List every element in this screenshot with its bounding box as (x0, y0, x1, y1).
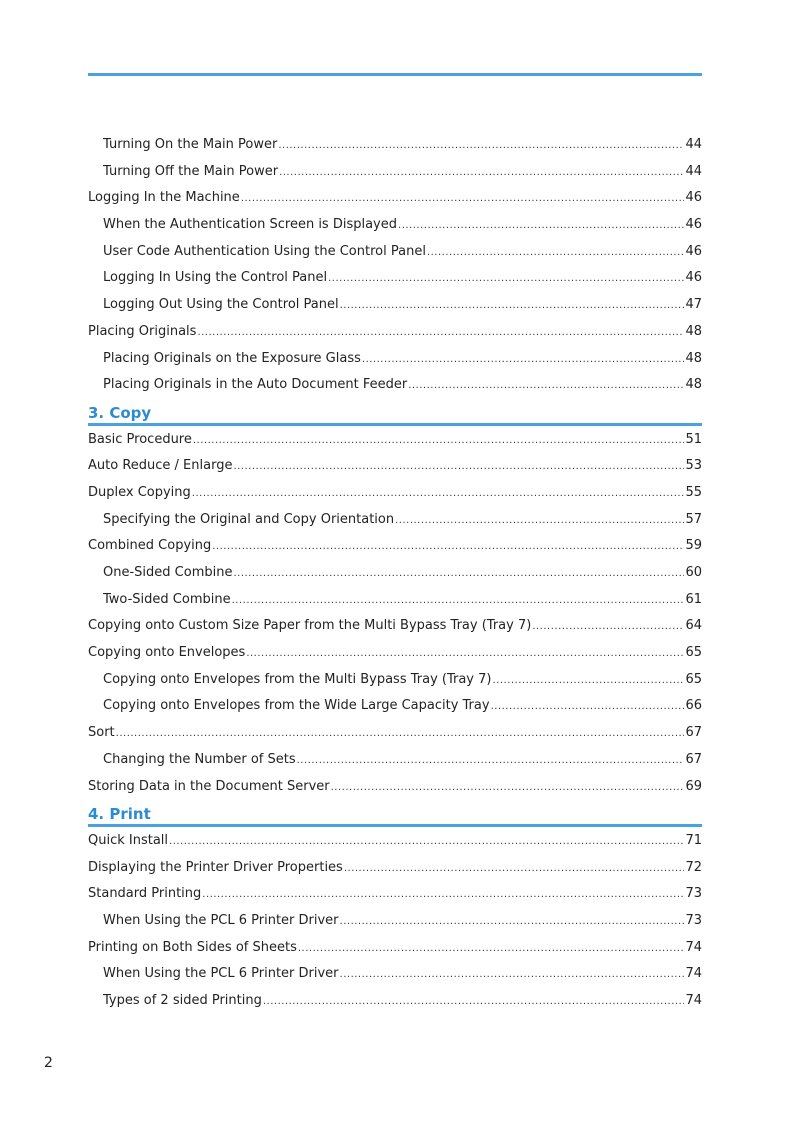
dot-leader (233, 454, 684, 480)
toc-entry-title: Storing Data in the Document Server (88, 778, 330, 794)
toc-entry[interactable] (88, 453, 702, 480)
toc-entry-title: Placing Originals in the Auto Document Feeder (103, 377, 408, 393)
toc-entry-page: 53 (685, 458, 702, 474)
dot-leader (427, 240, 685, 266)
toc-entry-title: Copying onto Custom Size Paper from the Multi Bypass Tray (Tray 7) (88, 618, 532, 634)
dot-leader (197, 320, 684, 346)
toc-entry[interactable] (88, 908, 702, 935)
toc-entry-page: 72 (685, 859, 702, 875)
toc-entry-page: 59 (685, 538, 702, 554)
toc-entry-title: One-Sided Combine (103, 565, 233, 580)
toc-entry[interactable] (88, 346, 702, 373)
dot-leader (491, 694, 685, 720)
toc-entry-title: When Using the PCL 6 Printer Driver (103, 912, 339, 928)
toc-entry-page: 74 (685, 939, 702, 955)
toc-entry[interactable] (88, 667, 702, 694)
toc-entry-title: Turning On the Main Power (103, 137, 278, 152)
toc-entry[interactable] (88, 212, 702, 239)
toc-entry-page: 66 (685, 698, 702, 714)
toc-entry[interactable] (88, 507, 702, 534)
chapter-title: 4. Print (88, 804, 151, 823)
toc-entry[interactable] (88, 935, 702, 962)
toc-entry-title: Changing the Number of Sets (103, 751, 296, 767)
page-number: 2 (44, 1055, 53, 1071)
toc-entry-page: 48 (685, 350, 702, 366)
dot-leader (297, 748, 685, 774)
toc-entry-title: Placing Originals on the Exposure Glass (103, 350, 361, 366)
toc-entry[interactable] (88, 132, 702, 159)
dot-leader (408, 373, 684, 399)
toc-entry[interactable] (88, 855, 702, 882)
dot-leader (328, 266, 684, 292)
toc-entry-title: When Using the PCL 6 Printer Driver (103, 966, 339, 982)
toc-entry[interactable] (88, 881, 702, 908)
dot-leader (193, 428, 685, 454)
toc-entry-page: 44 (685, 137, 702, 152)
toc-entry[interactable] (88, 265, 702, 292)
toc-entry[interactable] (88, 587, 702, 614)
dot-leader (278, 133, 684, 159)
toc-entry-title: Logging Out Using the Control Panel (103, 297, 339, 313)
dot-leader (340, 962, 685, 988)
toc-entry-title: Specifying the Original and Copy Orientation (103, 511, 395, 527)
toc-entry-title: Copying onto Envelopes from the Multi Bypass Tray (Tray 7) (103, 671, 492, 687)
toc-entry-page: 61 (685, 591, 702, 607)
toc-entry-title: Turning Off the Main Power (103, 163, 279, 179)
dot-leader (340, 909, 685, 935)
dot-leader (232, 588, 685, 614)
toc-entry-title: Standard Printing (88, 886, 202, 902)
toc-entry-title: Duplex Copying (88, 484, 191, 500)
dot-leader (395, 508, 684, 534)
toc-entry[interactable] (88, 747, 702, 774)
dot-leader (340, 293, 685, 319)
toc-entry-page: 48 (685, 377, 702, 393)
toc-entry-title: Basic Procedure (88, 431, 192, 447)
dot-leader (344, 856, 685, 882)
toc-entry-page: 71 (685, 832, 702, 848)
toc-entry[interactable] (88, 185, 702, 212)
toc-entry[interactable] (88, 533, 702, 560)
toc-entry-title: When the Authentication Screen is Displayed (103, 217, 398, 233)
toc-entry-page: 48 (685, 323, 702, 339)
toc-entry-page: 73 (685, 886, 702, 902)
dot-leader (233, 561, 684, 587)
dot-leader (298, 936, 685, 962)
toc-entry-page: 64 (685, 618, 702, 634)
toc-entry-title: User Code Authentication Using the Control Panel (103, 243, 426, 259)
toc-entry[interactable] (88, 292, 702, 319)
toc-entry-title: Placing Originals (88, 323, 197, 339)
toc-entry-page: 46 (685, 190, 702, 206)
dot-leader (202, 882, 684, 908)
toc-entry-page: 51 (685, 431, 702, 447)
toc-entry-title: Two-Sided Combine (103, 591, 231, 607)
toc-entry[interactable] (88, 319, 702, 346)
dot-leader (362, 347, 685, 373)
toc-entry-page: 46 (685, 270, 702, 286)
toc-entry-title: Printing on Both Sides of Sheets (88, 939, 297, 955)
toc-entry[interactable] (88, 828, 702, 855)
table-of-contents (88, 132, 702, 1015)
toc-entry-page: 69 (685, 778, 702, 794)
toc-entry[interactable] (88, 560, 702, 587)
toc-entry-title: Combined Copying (88, 538, 212, 554)
toc-entry-title: Copying onto Envelopes (88, 645, 246, 661)
toc-entry-page: 67 (685, 725, 702, 741)
chapter-heading (88, 800, 702, 827)
toc-entry-page: 47 (685, 297, 702, 313)
top-rule (88, 73, 702, 76)
toc-entry[interactable] (88, 693, 702, 720)
toc-entry[interactable] (88, 159, 702, 186)
dot-leader (192, 481, 685, 507)
toc-entry-page: 46 (685, 217, 702, 233)
toc-entry-page: 65 (685, 671, 702, 687)
dot-leader (279, 160, 684, 186)
toc-entry[interactable] (88, 640, 702, 667)
toc-entry[interactable] (88, 427, 702, 454)
dot-leader (398, 213, 684, 239)
toc-entry[interactable] (88, 961, 702, 988)
toc-entry-page: 74 (685, 966, 702, 982)
dot-leader (116, 721, 685, 747)
toc-entry[interactable] (88, 480, 702, 507)
toc-entry[interactable] (88, 720, 702, 747)
toc-entry-title: Sort (88, 725, 115, 741)
toc-entry-page: 60 (685, 565, 702, 580)
dot-leader (169, 829, 684, 855)
toc-entry-title: Logging In the Machine (88, 190, 240, 206)
toc-entry-title: Auto Reduce / Enlarge (88, 458, 233, 474)
chapter-heading (88, 399, 702, 426)
toc-entry-page: 44 (685, 163, 702, 179)
toc-entry[interactable] (88, 613, 702, 640)
toc-entry[interactable] (88, 988, 702, 1015)
toc-entry-page: 65 (685, 645, 702, 661)
toc-entry[interactable] (88, 239, 702, 266)
dot-leader (246, 641, 684, 667)
toc-entry-page: 46 (685, 243, 702, 259)
toc-entry-title: Quick Install (88, 832, 169, 848)
chapter-title: 3. Copy (88, 403, 152, 422)
dot-leader (241, 186, 685, 212)
toc-entry-page: 73 (685, 912, 702, 928)
dot-leader (212, 534, 684, 560)
toc-entry-page: 55 (685, 484, 702, 500)
toc-entry-page: 57 (685, 511, 702, 527)
dot-leader (331, 775, 685, 801)
toc-entry-title: Types of 2 sided Printing (103, 993, 262, 1008)
toc-entry[interactable] (88, 774, 702, 801)
dot-leader (263, 989, 685, 1015)
dot-leader (492, 668, 684, 694)
toc-entry-title: Logging In Using the Control Panel (103, 270, 328, 286)
toc-entry-title: Displaying the Printer Driver Properties (88, 859, 343, 875)
toc-entry-page: 74 (685, 993, 702, 1008)
toc-entry-title: Copying onto Envelopes from the Wide Large Capacity Tray (103, 698, 490, 714)
toc-entry-page: 67 (685, 751, 702, 767)
dot-leader (532, 614, 684, 640)
toc-entry[interactable] (88, 372, 702, 399)
